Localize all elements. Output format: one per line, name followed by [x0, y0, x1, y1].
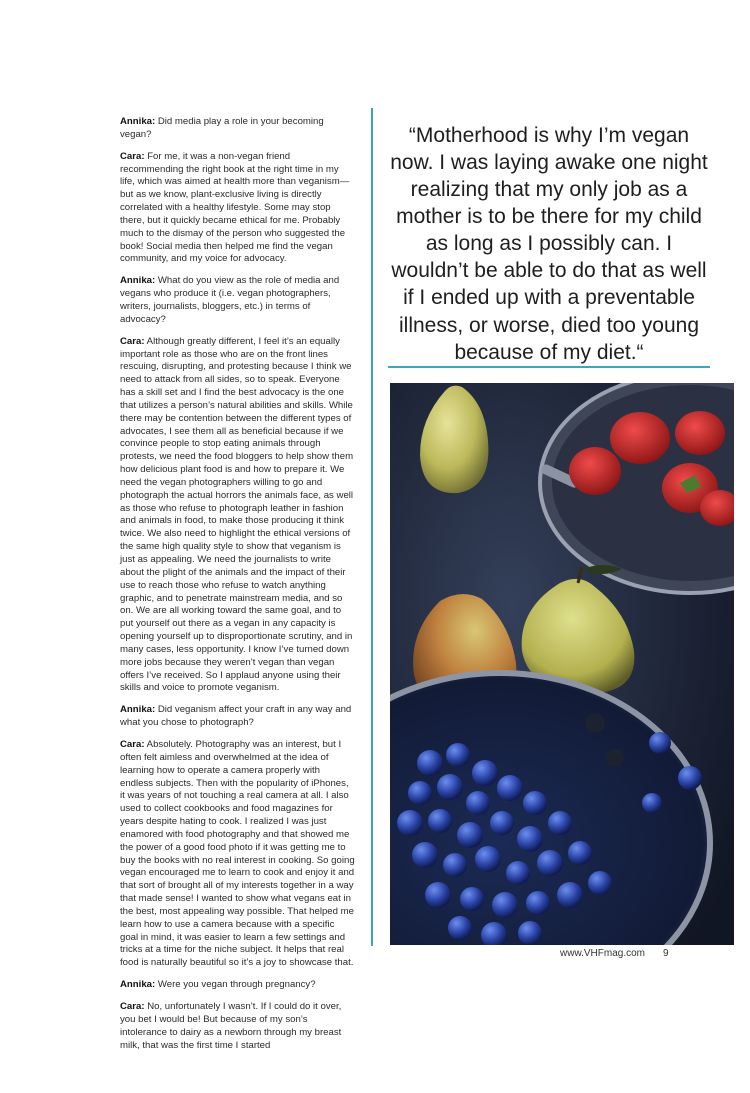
speaker-name: Annika:: [120, 275, 156, 287]
food-photo: [390, 383, 734, 945]
paragraph-text: No, unfortunately I wasn’t. If I could do it over, you bet I would be! But because of my son’s intolerance to dairy as a newborn through my breast milk, that was the first time I started: [120, 1001, 342, 1051]
page-number: 9: [663, 948, 669, 959]
speaker-name: Annika:: [120, 979, 156, 991]
interview-paragraph: [120, 704, 355, 730]
speaker-name: Cara:: [120, 1001, 145, 1012]
speaker-name: Annika:: [120, 704, 156, 716]
column-divider: [371, 108, 373, 946]
speaker-name: Cara:: [120, 738, 145, 750]
interview-paragraph: [120, 151, 355, 267]
pull-quote-underline: [388, 366, 710, 368]
paragraph-text: What do you view as the role of media and vegans who produce it (i.e. vegan photographers, writers, journalists, bloggers, etc.) in terms of advocacy?: [120, 275, 340, 325]
page-footer: [560, 948, 669, 959]
paragraph-text: Did media play a role in your becoming vegan?: [120, 116, 324, 140]
speaker-name: Cara:: [120, 335, 145, 347]
paragraph-text: Although greatly different, I feel it’s an equally important role as those who are on the front lines rescuing, disrupting, and protesting because I think we need to attack from all sides, so to speak. Everyone has a skill set and I find the best advocacy is the one that utilizes a person’s natural abilities and skills. While there may be contention between the different types of advocates, I see them all as beneficial because if we convince people to stop eating animals through protests, we need the food bloggers to help show them how delicious plant food is and how to prepare it. We need the vegan photographers willing to go and photograph the actual horrors the animals face, as well as those who refuse to photograph leather in fashion and animals in food, to make those producing it think twice. We also need to highlight the ethical versions of the same high quality style to show that veganism is just as appealing. We need the journalists to write about the plight of the animals and the impact of their use to reach those who refuse to watch anything graphic, and to penetrate mainstream media, and so on. We are all working toward the same goal, and to put yourself out there as a vegan in any capacity is opening yourself up to disproportionate scrutiny, and in many cases, less opportunity. I know I’ve turned down more jobs because they weren’t vegan than vegan offers I’ve received. So I applaud anyone using their skills and voice to promote veganism.: [120, 335, 354, 694]
paragraph-text: For me, it was a non-vegan friend recommending the right book at the right time in my life, which was aimed at health more than veganism—but as we know, plant-exclusive living is directly correlated with a healthy lifestyle. Some may stop there, but it quickly became ethical for me. Probably much to the dismay of the person who suggested the book! Social media then helped me find the vegan community, and my voice for advocacy.: [120, 150, 350, 265]
interview-paragraph: [120, 116, 355, 142]
paragraph-text: Did veganism affect your craft in any way and what you chose to photograph?: [120, 704, 352, 729]
website-url: www.VHFmag.com: [560, 948, 646, 959]
paragraph-text: Absolutely. Photography was an interest, but I often felt aimless and overwhelmed at the idea of learning how to operate a camera properly with endless subjects. Then with the popularity of iPhones, it was years of not touching a real camera at all. I also used to collect cookbooks and food magazines for years despite hating to cook. I realized I was just enamored with food photography and that showed me the power of a good food photo if it was getting me to buy the books with no real interest in cooking. So going vegan encouraged me to learn to cook and enjoy it and that sort of brought all of my interests together in a way that made sense! I wanted to show what vegans eat in the best, most appealing way possible. That helped me learn how to use a camera because with a specific goal in mind, it was easier to learn a few settings and tricks at a time for the niche subject. It helps that real food is naturally beautiful so it’s a joy to showcase that.: [120, 738, 355, 969]
interview-paragraph: [120, 739, 355, 970]
interview-column: [120, 116, 355, 1061]
interview-paragraph: [120, 336, 355, 696]
interview-paragraph: [120, 1001, 355, 1052]
interview-paragraph: [120, 275, 355, 326]
speaker-name: Cara:: [120, 150, 145, 162]
speaker-name: Annika:: [120, 116, 156, 127]
pull-quote: “Motherhood is why I’m vegan now. I was laying awake one night realizing that my only job as a mother is to be there for my child as long as I possibly can. I wouldn’t be able to do that as well if I ended up with a preventable illness, or worse, died too young because of my diet.“: [390, 124, 708, 364]
paragraph-text: Were you vegan through pregnancy?: [155, 979, 316, 991]
pears-and-berries-image: [390, 383, 734, 945]
interview-paragraph: [120, 979, 355, 992]
